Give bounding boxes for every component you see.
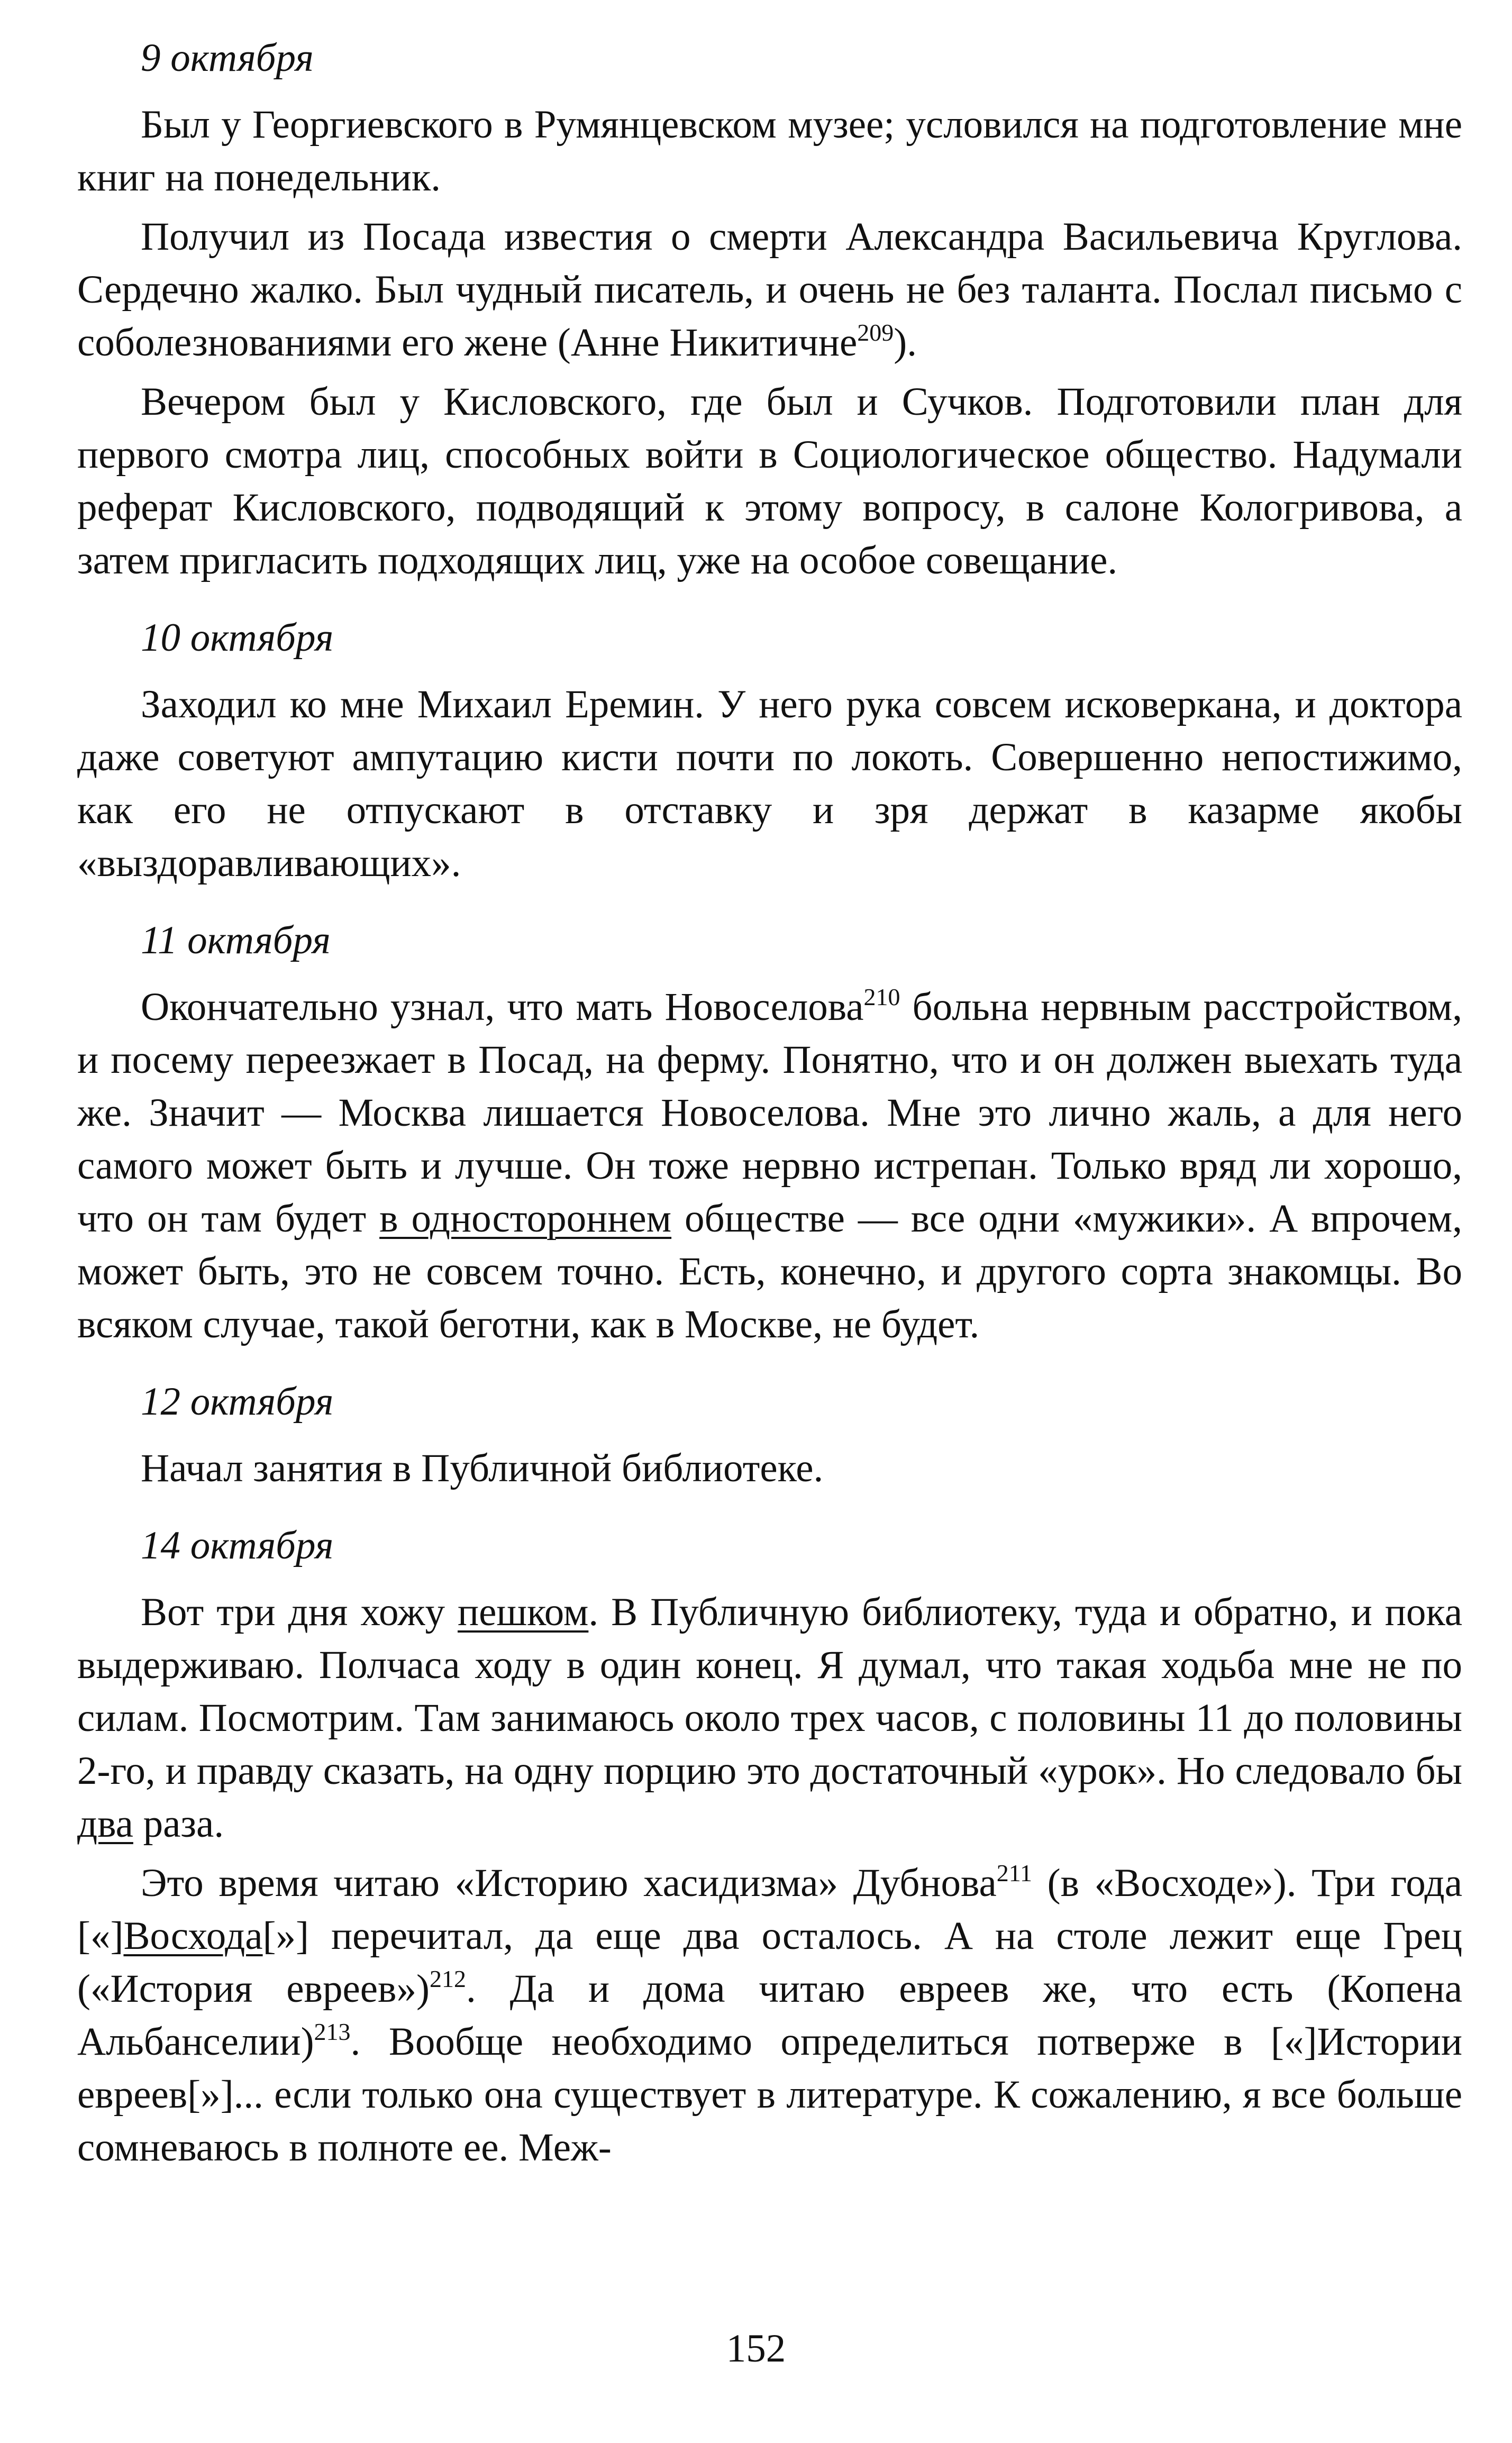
footnote-ref: 210 (863, 983, 900, 1010)
entry-date: 12 октября (141, 1380, 334, 1424)
paragraph: Начал занятия в Публичной библиотеке. (141, 1446, 824, 1490)
entry-date: 10 октября (141, 616, 334, 660)
footnote-ref: 209 (857, 319, 894, 346)
paragraph: Это время читаю «Историю хасидизма» Дубнова$^{211}$ (в «Восходе»). Три года [«]Восхода[»] перечитал, да еще два осталось. А на столе лежит еще Грец («История евреев»)$^{212}$. Да и дома читаю евреев же, что есть (Копена Альбанселии)$^{213}$. Вообще необходимо определиться потверже в [«]Истории евреев[»]... если только она существует в литературе. К сожалению, я все больше сомневаюсь в полноте ее. Меж- (77, 1859, 1462, 2169)
entry-date: 9 октября (141, 36, 314, 80)
page-number: 152 (726, 2327, 786, 2371)
paragraph: Вечером был у Кисловского, где был и Сучков. Подготовили план для первого смотра лиц, способных войти в Социологическое общество. Надумали реферат Кисловского, подводящий к этому вопросу, в салоне Кологривова, а затем пригласить подходящих лиц, уже на особое совещание. (77, 380, 1462, 582)
book-page (77, 32, 1462, 2174)
footnote-ref: 211 (996, 1859, 1033, 1886)
underlined-text: два (77, 1802, 133, 1846)
paragraph: Был у Георгиевского в Румянцевском музее; условился на подготовление мне книг на понедельник. (77, 103, 1462, 199)
paragraph: Получил из Посада известия о смерти Александра Васильевича Круглова. Сердечно жалко. Был чудный писатель, и очень не без таланта. Послал письмо с соболезнованиями его жене (Анне Никитичне$^{209}$). (77, 215, 1462, 364)
underlined-text: в одностороннем (379, 1197, 672, 1241)
entry-date: 11 октября (141, 918, 331, 962)
footnote-ref: 213 (314, 2018, 351, 2045)
underlined-text: Восхода (123, 1914, 263, 1958)
paragraph: Вот три дня хожу пешком. В Публичную библиотеку, туда и обратно, и пока выдерживаю. Полчаса ходу в один конец. Я думал, что такая ходьба мне не по силам. Посмотрим. Там занимаюсь около трех часов, с половины 11 до половины 2-го, и правду сказать, на одну порцию это достаточный «урок». Но следовало бы два раза. (77, 1590, 1462, 1846)
underlined-text: пешком (458, 1590, 589, 1634)
paragraph: Заходил ко мне Михаил Еремин. У него рука совсем исковеркана, и доктора даже советуют ампутацию кисти почти по локоть. Совершенно непостижимо, как его не отпускают в отставку и зря держат в казарме якобы «выздоравливающих». (77, 682, 1462, 885)
entry-date: 14 октября (141, 1524, 334, 1567)
paragraph: Окончательно узнал, что мать Новоселова$^{210}$ больна нервным расстройством, и посему переезжает в Посад, на ферму. Понятно, что и он должен выехать туда же. Значит — Москва лишается Новоселова. Мне это лично жаль, а для него самого может быть и лучше. Он тоже нервно истрепан. Только вряд ли хорошо, что он там будет в одностороннем обществе — все одни «мужики». А впрочем, может быть, это не совсем точно. Есть, конечно, и другого сорта знакомцы. Во всяком случае, такой беготни, как в Москве, не будет. (77, 983, 1463, 1346)
footnote-ref: 212 (429, 1965, 466, 1992)
